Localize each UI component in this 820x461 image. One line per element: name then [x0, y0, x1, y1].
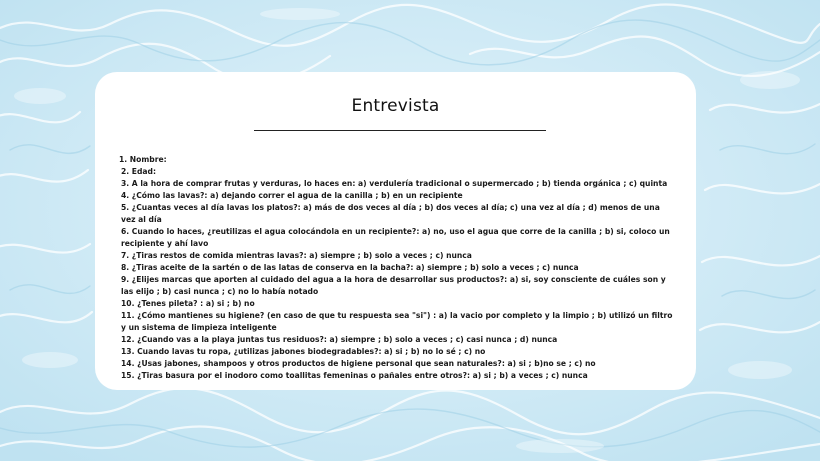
question-item: 4. ¿Cómo las lavas?: a) dejando correr el agua de la canilla ; b) en un recipiente — [121, 191, 463, 200]
question-item: 12. ¿Cuando vas a la playa juntas tus residuos?: a) siempre ; b) solo a veces ; c) casi nunca ; d) nunca — [121, 335, 558, 344]
interview-card — [95, 72, 696, 390]
question-item: 8. ¿Tiras aceite de la sartén o de las latas de conserva en la bacha?: a) siempre ; b) solo a veces ; c) nunca — [121, 263, 579, 272]
question-item: 3. A la hora de comprar frutas y verduras, lo haces en: a) verdulería tradicional o supermercado ; b) tienda orgánica ; c) quinta — [121, 179, 668, 188]
question-item: 15. ¿Tiras basura por el inodoro como toallitas femeninas o pañales entre otros?: a) si ; b) a veces ; c) nunca — [121, 371, 588, 380]
question-item: 6. Cuando lo haces, ¿reutilizas el agua colocándola en un recipiente?: a) no, uso el agua que corre de la canilla ; b) si, coloco un recipiente y ahí lavo — [121, 227, 670, 248]
question-item: 13. Cuando lavas tu ropa, ¿utilizas jabones biodegradables?: a) si ; b) no lo sé ; c) no — [121, 347, 486, 356]
question-item: 5. ¿Cuantas veces al día lavas los platos?: a) más de dos veces al día ; b) dos veces al día; c) una vez al día ; d) menos de una vez al día — [121, 203, 660, 224]
question-item: 10. ¿Tenes pileta? : a) si ; b) no — [121, 299, 255, 308]
question-item: 7. ¿Tiras restos de comida mientras lavas?: a) siempre ; b) solo a veces ; c) nunca — [121, 251, 472, 260]
question-item: 1. Nombre: — [119, 155, 167, 164]
title-underline — [254, 130, 546, 131]
question-item: 11. ¿Cómo mantienes su higiene? (en caso de que tu respuesta sea "si") : a) la vacio por completo y la limpio ; b) utilizó un filtro y un sistema de limpieza inteligente — [121, 311, 673, 332]
slide-title: Entrevista — [351, 96, 440, 116]
question-item: 14. ¿Usas jabones, shampoos y otros productos de higiene personal que sean naturales?: a) si ; b)no se ; c) no — [121, 359, 596, 368]
question-item: 2. Edad: — [121, 167, 157, 176]
question-list — [119, 154, 675, 382]
question-item: 9. ¿Elijes marcas que aporten al cuidado del agua a la hora de desarrollar sus productos?: a) si, soy consciente de cuáles son y las elijo ; b) casi nunca ; c) no lo había notado — [121, 275, 666, 296]
